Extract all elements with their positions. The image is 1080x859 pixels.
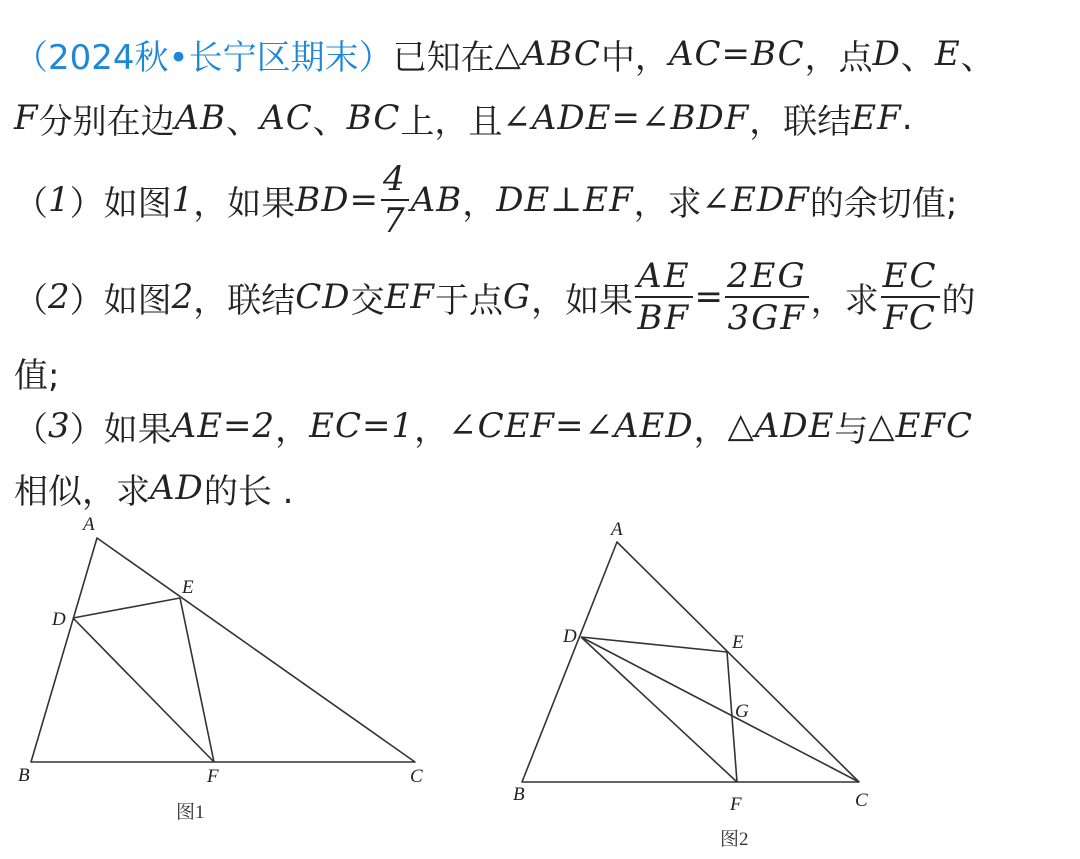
q1-figure-number: 1 bbox=[171, 180, 194, 220]
q2-math: EF bbox=[384, 277, 435, 317]
q2-math: CD bbox=[295, 277, 351, 317]
figure-1-diagram bbox=[0, 510, 460, 830]
q2-fraction-ae-bf bbox=[635, 256, 692, 338]
q1-math: ∠EDF bbox=[701, 180, 810, 220]
q1-text: ）如图 bbox=[69, 183, 172, 224]
intro-math: AC bbox=[260, 98, 313, 138]
label-b: B bbox=[513, 784, 525, 805]
intro-text: 已知在 bbox=[392, 37, 495, 78]
label-e: E bbox=[732, 632, 744, 653]
q2-text: ）如图 bbox=[69, 280, 172, 321]
q3-math: AD bbox=[150, 468, 204, 508]
intro-math: ∠ADE=∠BDF bbox=[502, 98, 750, 138]
segment-ef bbox=[180, 598, 214, 762]
question-2 bbox=[14, 242, 976, 352]
q3-math: EC=1 bbox=[309, 406, 415, 446]
q1-number: 1 bbox=[48, 180, 70, 220]
q1-text: ，求 bbox=[633, 183, 702, 224]
q3-text: ）如果 bbox=[69, 409, 172, 450]
intro-text: 、 bbox=[900, 37, 935, 78]
fraction-denominator: 7 bbox=[383, 201, 407, 241]
problem-source: （2024秋•长宁区期末） bbox=[14, 37, 393, 78]
q3-text: ， bbox=[414, 409, 449, 450]
q1-fraction bbox=[381, 159, 409, 241]
q2-figure-number: 2 bbox=[171, 277, 194, 317]
q3-text: ， bbox=[275, 409, 310, 450]
q2-fraction-ec-fc bbox=[881, 256, 940, 338]
figure-2-diagram bbox=[500, 510, 900, 859]
q3-number: 3 bbox=[48, 406, 70, 446]
question-3 bbox=[14, 396, 973, 456]
figure-2 bbox=[500, 510, 900, 859]
q3-math: △EFC bbox=[868, 406, 973, 446]
q2-text: （ bbox=[14, 280, 48, 321]
intro-text: ，联结 bbox=[749, 101, 852, 142]
q2-text: 的 bbox=[941, 280, 976, 321]
segment-df bbox=[581, 637, 737, 782]
q2-fraction-eg-gf bbox=[725, 256, 809, 338]
q2-math: G bbox=[502, 277, 532, 317]
q2-text: 值; bbox=[14, 355, 60, 396]
q1-text: ， bbox=[462, 183, 497, 224]
label-a: A bbox=[611, 519, 623, 540]
intro-text: 分别在边 bbox=[38, 101, 175, 142]
intro-math: EF bbox=[851, 98, 902, 138]
fraction-numerator: 2EG bbox=[727, 256, 807, 296]
q1-text: 的余切值; bbox=[809, 183, 958, 224]
fraction-denominator: FC bbox=[883, 298, 937, 338]
triangle-abc bbox=[31, 538, 415, 762]
q2-text: ，如果 bbox=[531, 280, 634, 321]
q1-text: （ bbox=[14, 183, 48, 224]
q1-math: BD= bbox=[295, 180, 380, 220]
q1-math: AB bbox=[410, 180, 463, 220]
q3-text: 与 bbox=[834, 409, 869, 450]
q3-math: AE=2 bbox=[171, 406, 276, 446]
problem-intro-line-1 bbox=[14, 26, 995, 82]
fraction-numerator: 4 bbox=[383, 159, 407, 199]
segment-de bbox=[581, 637, 727, 652]
intro-text: 、 bbox=[226, 101, 261, 142]
intro-text: ，点 bbox=[804, 37, 873, 78]
intro-text: 、 bbox=[312, 101, 347, 142]
segment-df bbox=[73, 618, 214, 762]
triangle-abc bbox=[522, 542, 859, 782]
fraction-denominator: BF bbox=[637, 298, 691, 338]
intro-math: F bbox=[14, 98, 39, 138]
figure-1 bbox=[0, 510, 460, 830]
equals-sign: = bbox=[694, 277, 724, 317]
label-d: D bbox=[563, 626, 577, 647]
intro-text: . bbox=[901, 98, 913, 138]
fraction-denominator: 3GF bbox=[727, 298, 807, 338]
q2-text: ，求 bbox=[810, 280, 879, 321]
label-a: A bbox=[83, 514, 95, 535]
fraction-numerator: EC bbox=[882, 256, 938, 296]
intro-math: AC=BC bbox=[668, 34, 805, 74]
segment-dc bbox=[581, 637, 859, 782]
q3-math: △ADE bbox=[727, 406, 835, 446]
label-c: C bbox=[855, 790, 868, 811]
fraction-numerator: AE bbox=[637, 256, 691, 296]
question-2-continued bbox=[14, 342, 59, 402]
q2-text: 交 bbox=[350, 280, 385, 321]
q2-number: 2 bbox=[48, 277, 70, 317]
question-1 bbox=[14, 150, 957, 250]
q2-text: ，联结 bbox=[193, 280, 296, 321]
q1-text: ，如果 bbox=[193, 183, 296, 224]
label-e: E bbox=[182, 577, 194, 598]
intro-math: E bbox=[934, 34, 961, 74]
q3-math: ∠CEF=∠AED bbox=[448, 406, 694, 446]
question-3-continued bbox=[14, 460, 293, 516]
intro-math: AB bbox=[174, 98, 227, 138]
intro-text: 中， bbox=[600, 37, 669, 78]
intro-text: 、 bbox=[960, 37, 995, 78]
q3-text: ， bbox=[693, 409, 728, 450]
q1-math: DE⊥EF bbox=[496, 180, 634, 220]
q3-text: （ bbox=[14, 409, 48, 450]
label-f: F bbox=[207, 766, 219, 787]
intro-text: 上，且 bbox=[400, 101, 503, 142]
intro-math: △ABC bbox=[494, 34, 601, 74]
label-d: D bbox=[52, 609, 66, 630]
label-f: F bbox=[730, 794, 742, 815]
label-b: B bbox=[18, 765, 30, 786]
figure-2-caption: 图2 bbox=[720, 829, 749, 850]
label-g: G bbox=[735, 701, 749, 722]
figure-1-caption: 图1 bbox=[176, 802, 205, 823]
intro-math: BC bbox=[346, 98, 401, 138]
q3-text: 的长 . bbox=[203, 471, 294, 512]
label-c: C bbox=[410, 766, 423, 787]
q2-text: 于点 bbox=[434, 280, 503, 321]
q3-text: 相似，求 bbox=[14, 471, 150, 512]
problem-intro-line-2 bbox=[14, 90, 913, 146]
intro-math: D bbox=[872, 34, 901, 74]
segment-de bbox=[73, 598, 180, 618]
